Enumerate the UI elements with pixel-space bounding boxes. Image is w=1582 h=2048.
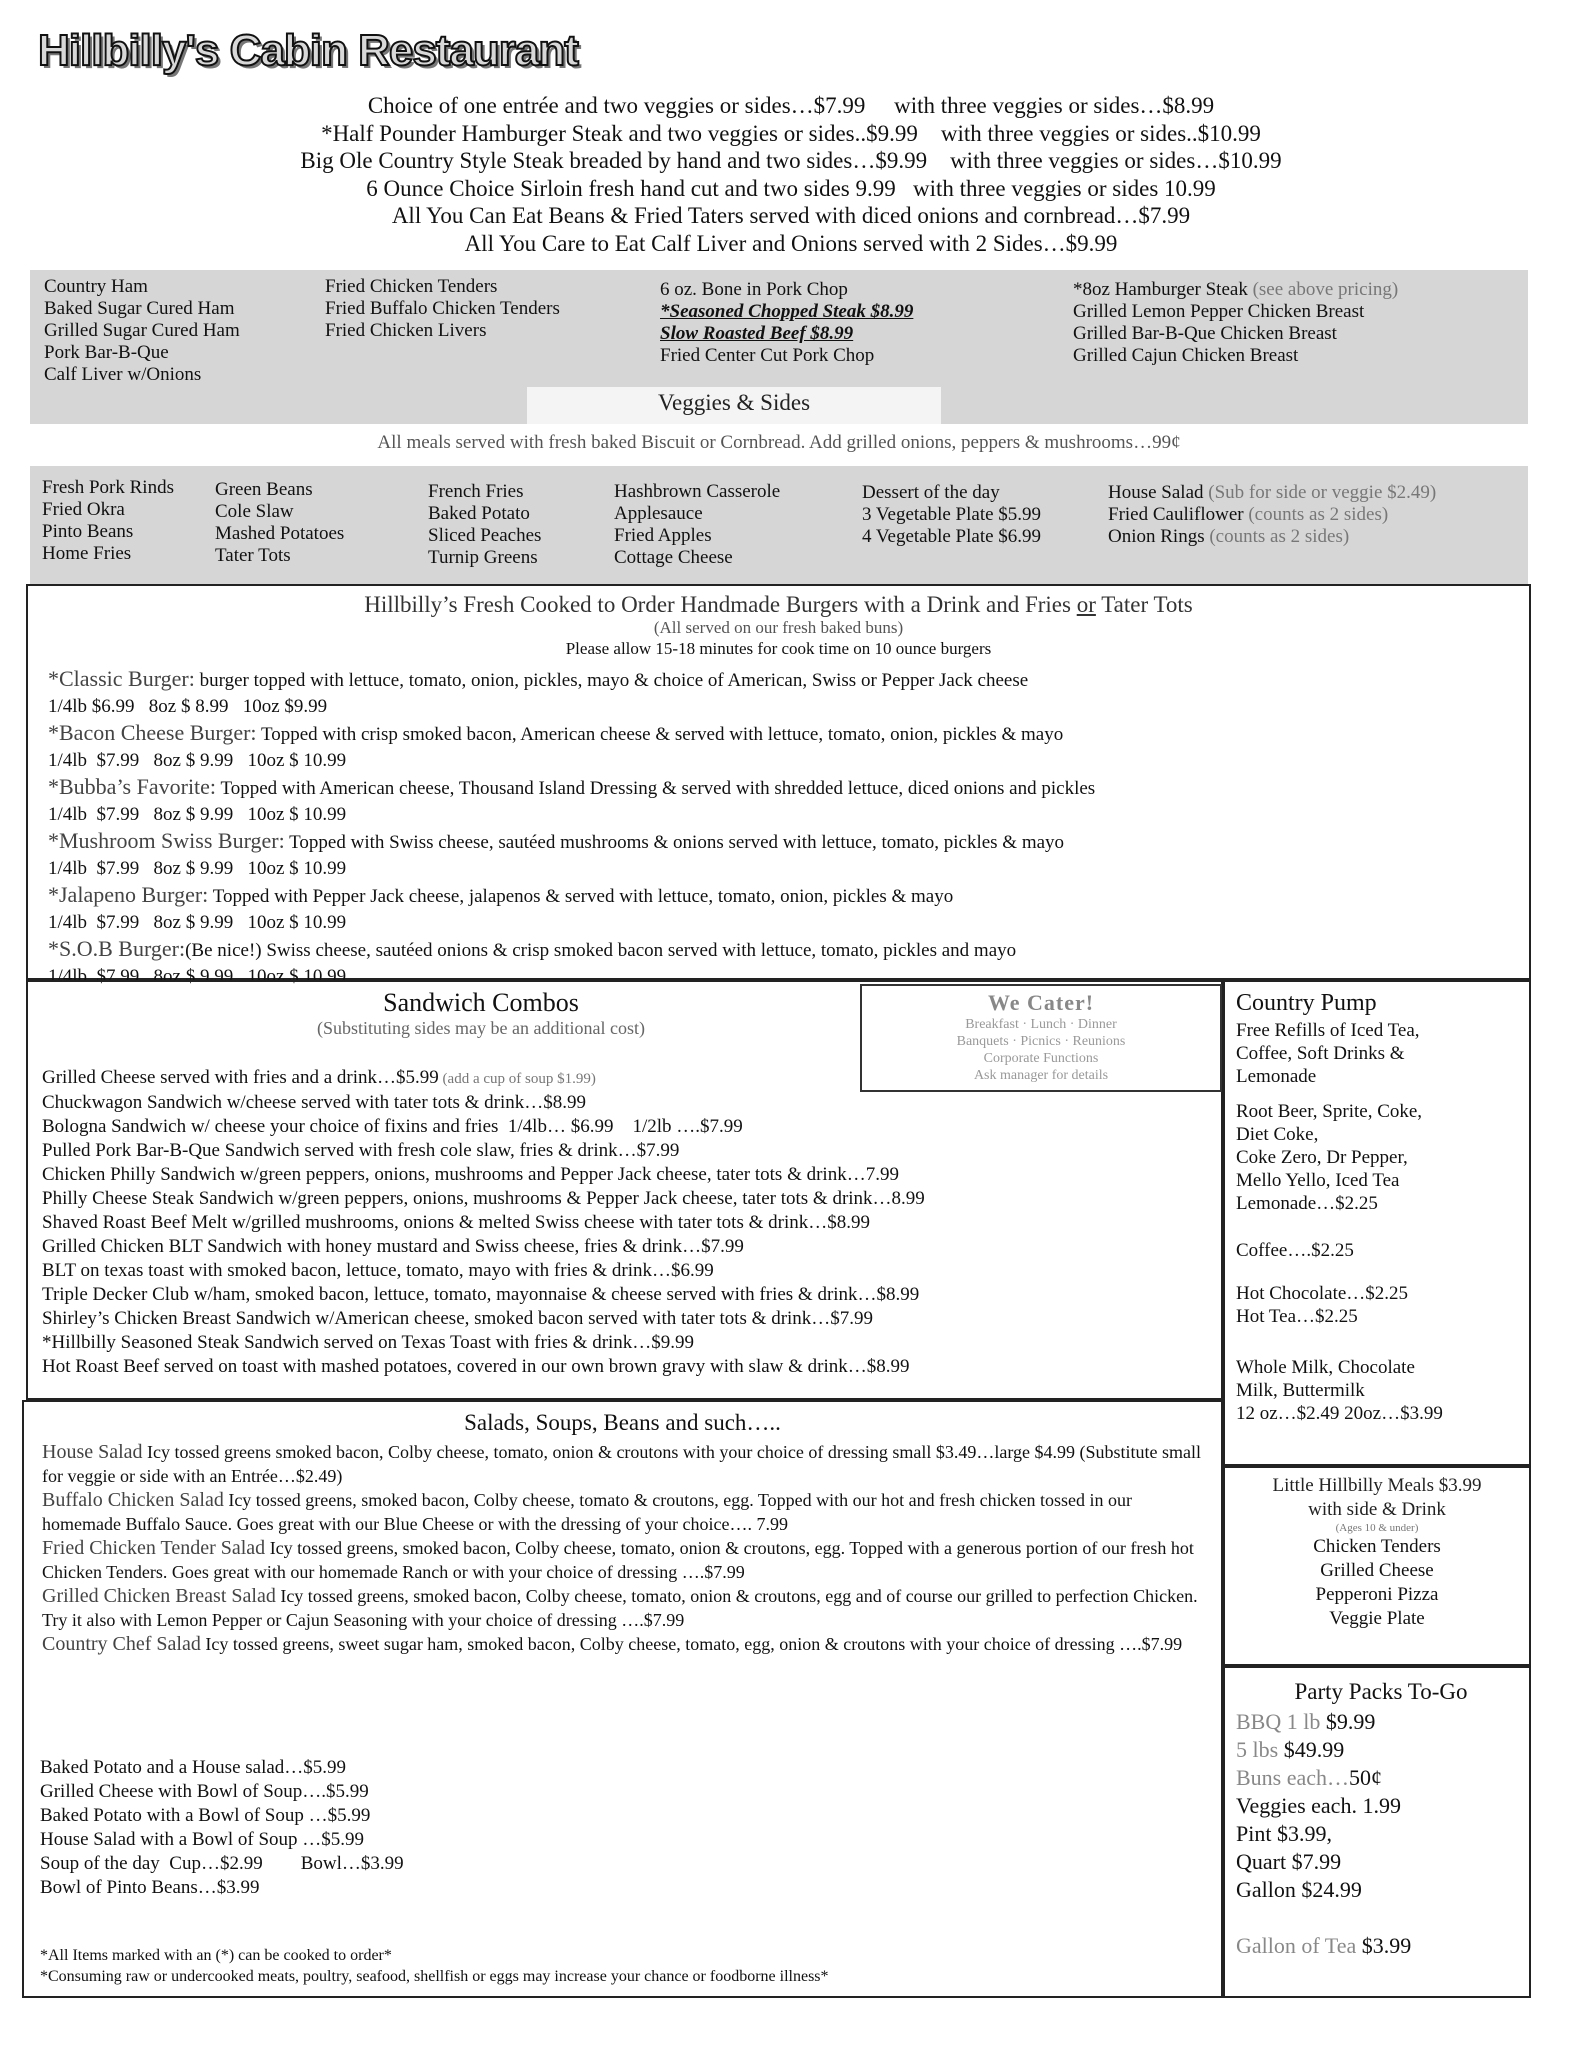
entree-item: Grilled Bar-B-Que Chicken Breast [1073, 323, 1337, 344]
footnote: *All Items marked with an (*) can be cooked to order* [40, 1947, 392, 1964]
burger-item [48, 720, 1508, 748]
burger-prices: 1/4lb $7.99 8oz $ 9.99 10oz $ 10.99 [48, 912, 347, 933]
soup-item: Baked Potato and a House salad…$5.99 [40, 1757, 347, 1778]
kids-menu [1223, 1474, 1531, 1631]
side-item: Baked Potato [428, 503, 530, 524]
burger-subheading: (All served on our fresh baked buns) [653, 618, 904, 637]
soup-item: Soup of the day Cup…$2.99 Bowl…$3.99 [40, 1853, 404, 1874]
party-pack-line: Gallon $24.99 [1236, 1877, 1362, 1902]
salad-name: Country Chef Salad [42, 1633, 201, 1655]
sides-column-2 [215, 479, 344, 567]
combo-item: Shirley’s Chicken Breast Sandwich w/American cheese, smoked bacon served with tater tots & drink…$7.99 [42, 1308, 874, 1329]
party-pack-price: 50¢ [1349, 1765, 1383, 1790]
side-item: Pinto Beans [42, 521, 134, 542]
entree-item-name: *8oz Hamburger Steak [1073, 279, 1248, 300]
side-item: Green Beans [215, 479, 313, 500]
kids-item: Grilled Cheese [1320, 1560, 1434, 1581]
drink-line: 12 oz…$2.49 20oz…$3.99 [1236, 1403, 1443, 1424]
side-item: Sliced Peaches [428, 525, 542, 546]
side-item [1108, 482, 1436, 504]
party-pack-label: BBQ 1 lb [1236, 1709, 1321, 1734]
entree-column-4 [1073, 279, 1398, 367]
burger-desc: Topped with crisp smoked bacon, American cheese & served with lettuce, tomato, onion, pickles & mayo [256, 724, 1064, 745]
party-pack-price: $49.99 [1278, 1737, 1345, 1762]
pricing-line: Choice of one entrée and two veggies or sides…$7.99 with three veggies or sides…$8.99 [367, 93, 1215, 118]
combo-item: Chicken Philly Sandwich w/green peppers, onions, mushrooms and Pepper Jack cheese, tater tots & drink…7.99 [42, 1164, 899, 1185]
entree-item: Country Ham [44, 276, 148, 297]
kids-item: Chicken Tenders [1313, 1536, 1441, 1557]
drink-line: Whole Milk, Chocolate [1236, 1357, 1415, 1378]
catering-title: We Cater! [987, 990, 1095, 1015]
combo-item: Chuckwagon Sandwich w/cheese served with tater tots & drink…$8.99 [42, 1092, 587, 1113]
kids-ages: (Ages 10 & under) [1335, 1522, 1419, 1534]
side-item: Fried Apples [614, 525, 712, 546]
drink-line: Lemonade…$2.25 [1236, 1193, 1378, 1214]
party-pack-label: Buns each… [1236, 1765, 1350, 1790]
pricing-lines [0, 92, 1582, 257]
pricing-line: All You Care to Eat Calf Liver and Onions served with 2 Sides…$9.99 [464, 230, 1118, 256]
salad-item [42, 1584, 1207, 1632]
kids-subtitle: with side & Drink [1308, 1499, 1446, 1520]
salad-name: Grilled Chicken Breast Salad [42, 1585, 276, 1607]
side-item: Fried Okra [42, 499, 125, 520]
drink-line: Milk, Buttermilk [1236, 1380, 1365, 1401]
entree-item: Grilled Lemon Pepper Chicken Breast [1073, 301, 1365, 322]
burger-prices: 1/4lb $6.99 8oz $ 8.99 10oz $9.99 [48, 696, 328, 717]
salads-heading: Salads, Soups, Beans and such….. [464, 1410, 781, 1435]
combo-item: BLT on texas toast with smoked bacon, lettuce, tomato, mayo with fries & drink…$6.99 [42, 1260, 714, 1281]
burger-name: *Mushroom Swiss Burger: [48, 828, 285, 853]
drink-line: Coffee….$2.25 [1236, 1240, 1354, 1261]
entree-item: Baked Sugar Cured Ham [44, 298, 235, 319]
salad-item [42, 1488, 1207, 1536]
party-pack-line [1236, 1708, 1526, 1736]
combo-subheading: (Substituting sides may be an additional cost) [317, 1018, 645, 1038]
burger-desc: burger topped with lettuce, tomato, onion, pickles, mayo & choice of American, Swiss or Pepper Jack cheese [194, 670, 1029, 691]
soup-list [40, 1756, 404, 1900]
drinks-title: Country Pump [1236, 990, 1377, 1016]
catering-line: Breakfast · Lunch · Dinner [965, 1017, 1117, 1032]
side-item: Mashed Potatoes [215, 523, 345, 544]
pricing-line: *Half Pounder Hamburger Steak and two veggies or sides..$9.99 with three veggies or sides..$10.99 [321, 120, 1261, 146]
side-item [1108, 526, 1436, 548]
entree-item-note: (see above pricing) [1252, 279, 1399, 300]
footnotes [40, 1945, 829, 1987]
drinks-list [1236, 992, 1526, 1425]
salad-item [42, 1536, 1207, 1584]
burger-name: *S.O.B Burger: [48, 936, 186, 961]
salad-item [42, 1440, 1207, 1488]
side-item: Hashbrown Casserole [614, 481, 781, 502]
drink-line: Diet Coke, [1236, 1124, 1319, 1145]
party-pack-price: $3.99 [1356, 1933, 1412, 1958]
salad-desc: Icy tossed greens, smoked bacon, Colby cheese, tomato, onion & croutons, egg. Topped with a generous portion of our fresh hot Chicken Tenders. Goes great with our homemade Ranch or with your choice of dressing ….$7.99 [42, 1538, 1194, 1582]
side-item: Cottage Cheese [614, 547, 733, 568]
kids-item: Veggie Plate [1329, 1608, 1425, 1629]
party-pack-tea [1236, 1932, 1526, 1960]
burger-header [26, 592, 1531, 660]
entree-column-1 [44, 276, 240, 386]
soup-item: Bowl of Pinto Beans…$3.99 [40, 1877, 260, 1898]
kids-title: Little Hillbilly Meals $3.99 [1272, 1475, 1482, 1496]
combo-item: *Hillbilly Seasoned Steak Sandwich served on Texas Toast with fries & drink…$9.99 [42, 1332, 695, 1353]
salad-item [42, 1632, 1207, 1656]
burger-heading-text: Hillbilly’s Fresh Cooked to Order Handmade Burgers with a Drink and Fries [364, 592, 1077, 617]
burger-name: *Classic Burger: [48, 666, 195, 691]
burger-list [48, 666, 1508, 990]
side-item [1108, 504, 1436, 526]
pricing-line: 6 Ounce Choice Sirloin fresh hand cut and two sides 9.99 with three veggies or sides 10.99 [366, 175, 1216, 201]
side-item: Applesauce [614, 503, 703, 524]
drink-line: Root Beer, Sprite, Coke, [1236, 1101, 1423, 1122]
party-pack-line [1236, 1764, 1526, 1792]
drink-line: Lemonade [1236, 1066, 1317, 1087]
sides-column-4 [614, 481, 780, 569]
salad-desc: Icy tossed greens, smoked bacon, Colby cheese, tomato, onion & croutons, egg and of course our grilled to perfection Chicken. Try it also with Lemon Pepper or Cajun Seasoning with your choice of dressing ….$7.99 [42, 1586, 1198, 1630]
entree-item [1073, 279, 1398, 301]
pricing-line: All You Can Eat Beans & Fried Taters served with diced onions and cornbread…$7.99 [391, 203, 1191, 228]
entree-item: *Seasoned Chopped Steak $8.99 [660, 301, 914, 322]
burger-item [48, 774, 1508, 802]
combo-list [42, 1066, 1217, 1379]
side-item-note: (Sub for side or veggie $2.49) [1208, 482, 1437, 503]
burger-prices: 1/4lb $7.99 8oz $ 9.99 10oz $ 10.99 [48, 804, 347, 825]
party-pack-label: Gallon of Tea [1236, 1933, 1357, 1958]
burger-item [48, 828, 1508, 856]
soup-item: Baked Potato with a Bowl of Soup …$5.99 [40, 1805, 371, 1826]
entree-column-3 [660, 279, 913, 367]
side-item: Cole Slaw [215, 501, 294, 522]
salad-desc: Icy tossed greens, sweet sugar ham, smoked bacon, Colby cheese, tomato, egg, onion & croutons with your choice of dressing ….$7.99 [200, 1634, 1183, 1654]
combo-item: Philly Cheese Steak Sandwich w/green peppers, onions, mushrooms & Pepper Jack cheese, tater tots & drink…8.99 [42, 1188, 925, 1209]
drink-line: Hot Tea…$2.25 [1236, 1306, 1358, 1327]
sides-column-5 [862, 482, 1041, 548]
burger-name: *Jalapeno Burger: [48, 882, 209, 907]
veggies-title: Veggies & Sides [657, 390, 811, 415]
entree-item: Calf Liver w/Onions [44, 364, 202, 385]
salad-desc: Icy tossed greens smoked bacon, Colby cheese, tomato, onion & croutons with your choice of dressing small $3.49…large $4.99 (Substitute small for veggie or side with an Entrée…$2.49) [42, 1442, 1202, 1486]
burger-desc: Topped with Pepper Jack cheese, jalapenos & served with lettuce, tomato, onion, pickles & mayo [208, 886, 954, 907]
salad-list [42, 1440, 1207, 1656]
combo-item: Grilled Chicken BLT Sandwich with honey mustard and Swiss cheese, fries & drink…$7.99 [42, 1236, 744, 1257]
party-pack-line [1236, 1736, 1526, 1764]
catering-line: Corporate Functions [983, 1051, 1099, 1066]
side-item-note: (counts as 2 sides) [1209, 526, 1350, 547]
burger-heading-text-end: Tater Tots [1095, 592, 1193, 617]
side-item: Dessert of the day [862, 482, 1000, 503]
drink-line: Free Refills of Iced Tea, [1236, 1020, 1420, 1041]
party-pack-line: Quart $7.99 [1236, 1849, 1342, 1874]
restaurant-title: Hillbilly's Cabin Restaurant [38, 26, 578, 75]
party-pack-line: Pint $3.99, [1236, 1821, 1332, 1846]
side-item: French Fries [428, 481, 524, 502]
sides-column-3 [428, 481, 541, 569]
burger-desc: Topped with Swiss cheese, sautéed mushrooms & onions served with lettuce, tomato, pickles & mayo [284, 832, 1065, 853]
entree-item: Fried Buffalo Chicken Tenders [325, 298, 560, 319]
burger-heading-or: or [1076, 592, 1096, 617]
combo-item-note: (add a cup of soup $1.99) [438, 1071, 596, 1087]
footnote: *Consuming raw or undercooked meats, poultry, seafood, shellfish or eggs may increase your chance or foodborne illness* [40, 1968, 829, 1985]
meal-note: All meals served with fresh baked Biscuit or Cornbread. Add grilled onions, peppers & mushrooms…99¢ [377, 432, 1181, 453]
drink-line: Coke Zero, Dr Pepper, [1236, 1147, 1408, 1168]
kids-item: Pepperoni Pizza [1315, 1584, 1439, 1605]
burger-name: *Bubba’s Favorite: [48, 774, 217, 799]
party-pack-price: $9.99 [1320, 1709, 1376, 1734]
catering-line: Ask manager for details [973, 1068, 1109, 1083]
entree-item: Grilled Cajun Chicken Breast [1073, 345, 1299, 366]
side-item: Turnip Greens [428, 547, 538, 568]
party-pack-list [1236, 1678, 1526, 1960]
burger-desc: Topped with American cheese, Thousand Island Dressing & served with shredded lettuce, diced onions and pickles [216, 778, 1096, 799]
entree-item: Fried Center Cut Pork Chop [660, 345, 875, 366]
entree-item: Fried Chicken Tenders [325, 276, 498, 297]
party-pack-line: Veggies each. 1.99 [1236, 1793, 1401, 1818]
burger-item [48, 882, 1508, 910]
salad-name: Fried Chicken Tender Salad [42, 1537, 266, 1559]
entree-column-2 [325, 276, 560, 342]
side-item-note: (counts as 2 sides) [1248, 504, 1389, 525]
side-item: 4 Vegetable Plate $6.99 [862, 526, 1042, 547]
burger-cook-time: Please allow 15-18 minutes for cook time on 10 ounce burgers [565, 639, 992, 658]
combo-header [26, 988, 936, 1039]
sides-column-6 [1108, 482, 1436, 548]
drink-line: Mello Yello, Iced Tea [1236, 1170, 1400, 1191]
burger-item [48, 936, 1508, 964]
combo-item-text: Grilled Cheese served with fries and a drink…$5.99 [42, 1067, 439, 1088]
combo-heading: Sandwich Combos [383, 988, 579, 1017]
entree-item: Slow Roasted Beef $8.99 [660, 323, 854, 344]
soup-item: House Salad with a Bowl of Soup …$5.99 [40, 1829, 365, 1850]
burger-prices: 1/4lb $7.99 8oz $ 9.99 10oz $ 10.99 [48, 858, 347, 879]
burger-prices: 1/4lb $7.99 8oz $ 9.99 10oz $ 10.99 [48, 750, 347, 771]
sides-column-1 [42, 477, 174, 565]
pricing-line: Big Ole Country Style Steak breaded by hand and two sides…$9.99 with three veggies or sides…$10.99 [300, 148, 1282, 173]
catering-line: Banquets · Picnics · Reunions [956, 1034, 1126, 1049]
side-item-name: Onion Rings [1108, 526, 1205, 547]
side-item: Tater Tots [215, 545, 291, 566]
entree-item: Grilled Sugar Cured Ham [44, 320, 240, 341]
burger-item [48, 666, 1508, 694]
soup-item: Grilled Cheese with Bowl of Soup….$5.99 [40, 1781, 369, 1802]
side-item: Fresh Pork Rinds [42, 477, 174, 498]
drink-line: Hot Chocolate…$2.25 [1236, 1283, 1409, 1304]
combo-item [42, 1066, 1217, 1091]
side-item: Home Fries [42, 543, 132, 564]
combo-item: Triple Decker Club w/ham, smoked bacon, lettuce, tomato, mayonnaise & cheese served with fries & drink…$8.99 [42, 1284, 920, 1305]
burger-desc: (Be nice!) Swiss cheese, sautéed onions & crisp smoked bacon served with lettuce, tomato, pickles and mayo [185, 940, 1017, 961]
burger-prices: 1/4lb $7.99 8oz $ 9.99 10oz $ 10.99 [48, 966, 347, 987]
entree-item: 6 oz. Bone in Pork Chop [660, 279, 848, 300]
combo-item: Shaved Roast Beef Melt w/grilled mushrooms, onions & melted Swiss cheese with tater tots & drink…$8.99 [42, 1212, 870, 1233]
party-pack-title: Party Packs To-Go [1294, 1679, 1468, 1704]
entree-item: Fried Chicken Livers [325, 320, 487, 341]
burger-name: *Bacon Cheese Burger: [48, 720, 257, 745]
entree-item: Pork Bar-B-Que [44, 342, 169, 363]
drink-line: Coffee, Soft Drinks & [1236, 1043, 1405, 1064]
party-pack-label: 5 lbs [1236, 1737, 1279, 1762]
salad-desc: Icy tossed greens, smoked bacon, Colby cheese, tomato & croutons, egg. Topped with our hot and fresh chicken tossed in our homemade Buffalo Sauce. Goes great with our Blue Cheese or with the dressing of your choice…. 7.99 [42, 1490, 1133, 1534]
combo-item: Hot Roast Beef served on toast with mashed potatoes, covered in our own brown gravy with slaw & drink…$8.99 [42, 1356, 910, 1377]
combo-item: Bologna Sandwich w/ cheese your choice of fixins and fries 1/4lb… $6.99 1/2lb ….$7.99 [42, 1116, 743, 1137]
side-item: 3 Vegetable Plate $5.99 [862, 504, 1042, 525]
side-item-name: Fried Cauliflower [1108, 504, 1244, 525]
salad-name: Buffalo Chicken Salad [42, 1489, 224, 1511]
burger-heading [26, 592, 1531, 618]
combo-item: Pulled Pork Bar-B-Que Sandwich served with fresh cole slaw, fries & drink…$7.99 [42, 1140, 680, 1161]
salad-name: House Salad [42, 1441, 143, 1463]
side-item-name: House Salad [1108, 482, 1204, 503]
